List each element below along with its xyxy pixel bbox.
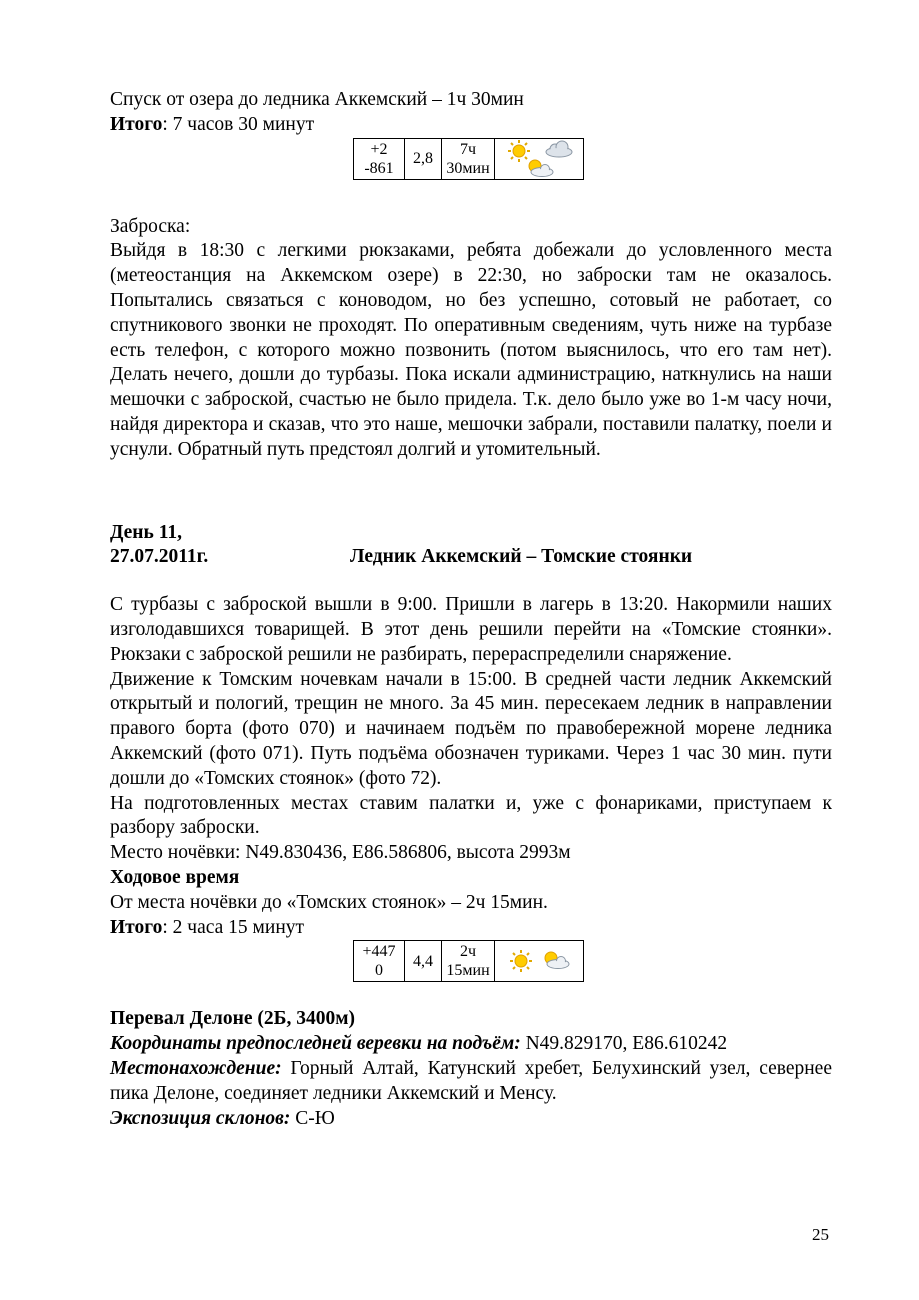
walk-text: От места ночёвки до «Томских стоянок» – 2ч 15мин.: [110, 891, 548, 913]
location-value: Горный Алтай, Катунский хребет, Белухинский узел, севернее пика Делоне, соединяет ледники Аккемский и Менсу.: [110, 1057, 832, 1104]
coords-label: Координаты предпоследней веревки на подъём:: [110, 1033, 521, 1055]
sun-behind-cloud-icon: [545, 952, 569, 969]
pass-title: Перевал Делоне (2Б, 3400м): [110, 1008, 356, 1030]
total-line-2: [110, 916, 832, 941]
time-hours: 7ч: [459, 140, 477, 158]
distance-cell: 2,8: [405, 138, 442, 179]
walk-heading: Ходовое время: [110, 866, 240, 888]
exposure-label: Экспозиция склонов:: [110, 1107, 291, 1129]
day11-paragraph-1: С турбазы с заброской вышли в 9:00. Пришли в лагерь в 13:20. Накормили наших изголодавшихся товарищей. В этот день решили перейти на «Томские стоянки». Рюкзаки с заброской решили не разбирать, перераспределили снаряжение.: [110, 594, 832, 665]
total-value-2: : 2 часа 15 минут: [162, 916, 305, 938]
day11-paragraph-2: Движение к Томским ночевкам начали в 15:00. В средней части ледник Аккемский открытый и пологий, трещин не много. За 45 мин. пересекаем ледник в направлении правого борта (фото 070) и начинаем подъём по правобережной морене ледника Аккемский (фото 071). Путь подъёма обозначен туриками. Через 1 час 30 мин. пути дошли до «Томских стоянок» (фото 72).: [110, 668, 832, 789]
total-label-2: Итого: [110, 916, 163, 938]
page-number: 25: [812, 1225, 829, 1244]
sun-behind-cloud-icon: [529, 160, 553, 177]
document-page: [110, 88, 832, 1131]
time-hours: 2ч: [459, 943, 477, 961]
day11-paragraph-3: На подготовленных местах ставим палатки и, уже с фонариками, приступаем к разбору заброски.: [110, 792, 832, 839]
time-cell: [442, 138, 495, 179]
weather-table-2: [353, 940, 584, 982]
day-header: [110, 545, 832, 570]
location-label: Местонахождение:: [110, 1057, 282, 1079]
day-date: 27.07.2011г.: [110, 546, 209, 568]
exposure-value: С-Ю: [290, 1107, 335, 1129]
pass-exposure: [110, 1107, 832, 1132]
time-cell: [442, 941, 495, 982]
day-label: День 11,: [110, 521, 183, 543]
elevation-loss: -861: [364, 159, 394, 177]
weather-icons-cell: [495, 138, 584, 179]
cloud-icon: [546, 141, 572, 157]
zabroska-heading: Заброска:: [110, 215, 191, 237]
total-value: : 7 часов 30 минут: [162, 113, 315, 135]
total-label: Итого: [110, 113, 163, 135]
elevation-cell: [354, 138, 405, 179]
elevation-cell: [354, 941, 405, 982]
zabroska-text: Выйдя в 18:30 с легкими рюкзаками, ребята добежали до условленного места (метеостанция на Аккемском озере) в 22:30, но заброски там не оказалось. Попытались связаться с коноводом, но без успешно, сотовый не работает, со спутникового звонки не проходят. По оперативным сведениям, чуть ниже на турбазе есть телефон, с которого можно позвонить (потом выяснилось, что его там нет). Делать нечего, дошли до турбазы. Пока искали администрацию, наткнулись на наши мешочки с заброской, счастью не было придела. Т.к. дело было уже во 1-м часу ночи, найдя директора и сказав, что это наше, мешочки забрали, поставили палатку, поели и уснули. Обратный путь предстоял долгий и утомительный.: [110, 240, 832, 460]
sun-icon: [510, 950, 532, 972]
pass-location: [110, 1057, 832, 1107]
weather-table-1: [353, 138, 584, 180]
pass-coords: [110, 1032, 832, 1057]
time-minutes: 15мин: [446, 962, 490, 980]
descent-line: Спуск от озера до ледника Аккемский – 1ч 30мин: [110, 89, 524, 110]
time-minutes: 30мин: [446, 159, 490, 177]
camp-line: Место ночёвки: N49.830436, E86.586806, высота 2993м: [110, 842, 571, 864]
weather-icons-cell: [495, 941, 584, 982]
day-route: Ледник Аккемский – Томские стоянки: [350, 546, 693, 568]
elevation-loss: 0: [375, 962, 383, 980]
elevation-gain: +447: [362, 943, 396, 961]
elevation-gain: +2: [370, 140, 388, 158]
sun-icon: [508, 140, 530, 162]
total-line-1: [110, 113, 832, 138]
distance-cell: 4,4: [405, 941, 442, 982]
coords-value: N49.829170, E86.610242: [520, 1033, 728, 1055]
